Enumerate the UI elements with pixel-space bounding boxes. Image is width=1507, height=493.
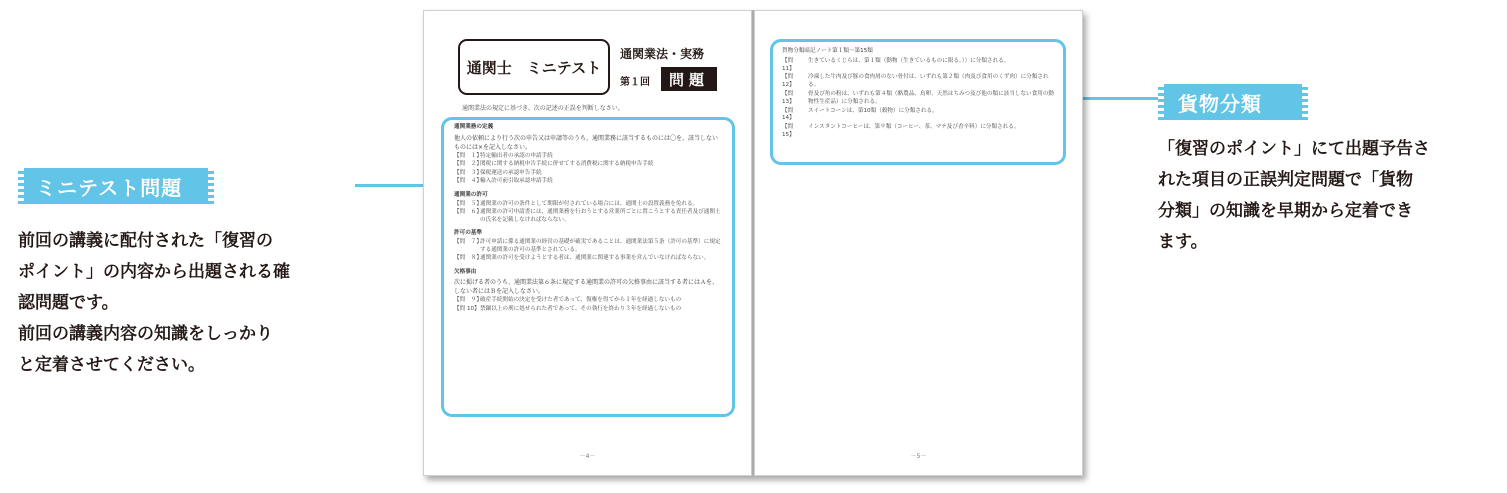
question-text: 通関業の許可の条件として期限が付されている場合には、通関士の設置義務を免れる。: [480, 200, 699, 207]
description-line: ます。: [1158, 232, 1208, 252]
description-line: 分類」の知識を早期から定着でき: [1158, 201, 1413, 221]
question-text: インスタントコーヒーは、第９類（コーヒー、茶、マテ及び香辛料）に分類される。: [808, 124, 1020, 131]
question-row: [454, 153, 722, 161]
question-row: [782, 58, 1054, 74]
question-number: 【問 12】: [782, 74, 799, 89]
question-number: 【問 ９】: [454, 297, 482, 304]
question-number: 【問 １】: [454, 152, 482, 159]
question-text: 禁錮以上の刑に処せられた者であって、その執行を終わり３年を経過しないもの: [480, 305, 682, 312]
question-row: [782, 91, 1054, 107]
mini-test-label-text: ミニテスト問題: [36, 175, 183, 200]
question-text: 通関業の許可申請書には、通関業務を行おうとする営業所ごとに置こうとする責任者及び通関士の氏名を記載しなければならない。: [480, 209, 721, 223]
mini-test-description: [18, 226, 358, 381]
section-heading: 通関業務の定義: [454, 124, 494, 130]
question-row: [782, 108, 1054, 124]
question-number: 【問 11】: [782, 57, 799, 72]
label-zigzag-left: [18, 168, 24, 204]
question-number: 【問 ７】: [454, 238, 482, 245]
question-number: 【問 ５】: [454, 200, 482, 207]
left-page: [423, 10, 752, 476]
mini-test-question-frame: [441, 117, 735, 417]
question-number: 【問 14】: [782, 107, 799, 122]
question-row: [454, 255, 722, 263]
question-text: 許可申請に係る通関業の経営の基礎が確実であることは、通関業法第５条（許可の基準）に規定する通関業の許可の基準とされている。: [480, 238, 721, 253]
label-zigzag-right: [208, 168, 214, 204]
question-row: [454, 201, 722, 209]
question-row: [782, 124, 1054, 140]
subject-title: 通関業法・実務: [620, 47, 705, 61]
question-number: 【問 ２】: [454, 161, 482, 168]
cargo-classification-description: [1158, 134, 1493, 258]
question-number: 【問 10】: [454, 305, 480, 312]
question-row: [454, 297, 722, 305]
question-text: 特定輸出者の承認の申請手続: [480, 152, 553, 159]
question-number: 【問 13】: [782, 90, 799, 105]
section-lead: 他人の依頼により行う次の申告又は申請等のうち、通関業務に該当するものには〇を、該当しないものには×を記入しなさい。: [454, 134, 719, 151]
description-line: れた項目の正誤判定問題で「貨物: [1158, 170, 1413, 190]
mondai-badge: 問題: [661, 67, 717, 91]
section-heading: 通関業の許可: [454, 191, 488, 198]
question-text: 骨及び角の粉は、いずれも第４類（酪農品、鳥卵、天然はちみつ及び他の類に該当しない食用の動物性生産品）に分類される。: [808, 90, 1055, 105]
mini-test-label: [18, 168, 214, 204]
page-number: －5－: [910, 453, 927, 460]
mini-test-title: 通関士 ミニテスト: [458, 39, 610, 95]
question-text: 生きているくじらは、第１類（動物（生きているものに限る。））に分類される。: [808, 57, 1010, 64]
question-text: スイートコーンは、第10類（穀物）に分類される。: [808, 107, 938, 114]
instruction-text: 通関業法の規定に基づき、次の記述の正誤を判断しなさい。: [462, 105, 624, 112]
question-text: 冷凍した牛肉及び豚の食肉屑のない骨付は、いずれも第２類（肉及び食用のくず肉）に分類される。: [808, 74, 1049, 89]
description-line: 「復習のポイント」にて出題予告さ: [1158, 139, 1430, 159]
question-row: [782, 74, 1054, 90]
question-text: 輸入許可前引取承認申請手続: [480, 178, 553, 185]
cargo-note-heading: 貨物分類暗記ノート第１類～第15類: [782, 48, 873, 54]
question-row: [454, 209, 722, 224]
question-text: 破産手続開始の決定を受けた者であって、復権を得てから１年を経過しないもの: [480, 297, 682, 304]
round-label: 第１回: [620, 77, 650, 88]
cargo-classification-label: [1158, 84, 1308, 120]
page-number: －4－: [579, 453, 596, 460]
description-line: ポイント」の内容から出題される確: [18, 262, 290, 282]
section-heading: 欠格事由: [454, 268, 477, 275]
label-zigzag-left: [1158, 84, 1164, 120]
question-number: 【問 ６】: [454, 209, 482, 216]
book-spread: [423, 10, 1083, 476]
question-row: [454, 161, 722, 169]
question-text: 関税に関する納税申告手続に併せてする消費税に関する納税申告手続: [480, 161, 654, 168]
label-zigzag-right: [1302, 84, 1308, 120]
section-heading: 許可の基準: [454, 230, 482, 237]
cargo-classification-label-text: 貨物分類: [1178, 91, 1262, 116]
section-lead: 次に掲げる者のうち、通関業法第６条に規定する通関業の許可の欠格事由に該当する者にはＡを、しない者にはＢを記入しなさい。: [454, 279, 719, 296]
question-number: 【問 15】: [782, 124, 799, 138]
question-row: [454, 239, 722, 254]
question-text: 保税運送の承認申告手続: [480, 169, 542, 176]
question-text: 通関業の許可を受けようとする者は、通関業に関連する事業を営んでいなければならない。: [480, 255, 710, 262]
question-number: 【問 ８】: [454, 255, 482, 262]
question-row: [454, 306, 722, 314]
right-page: [754, 10, 1083, 476]
question-number: 【問 ３】: [454, 169, 482, 176]
description-line: 認問題です。: [18, 293, 119, 313]
description-line: と定着させてください。: [18, 355, 205, 375]
description-line: 前回の講義内容の知識をしっかり: [18, 324, 273, 344]
description-line: 前回の講義に配付された「復習の: [18, 231, 273, 251]
question-number: 【問 ４】: [454, 178, 482, 185]
question-row: [454, 178, 722, 186]
cargo-classification-frame: [770, 39, 1066, 165]
question-row: [454, 170, 722, 178]
